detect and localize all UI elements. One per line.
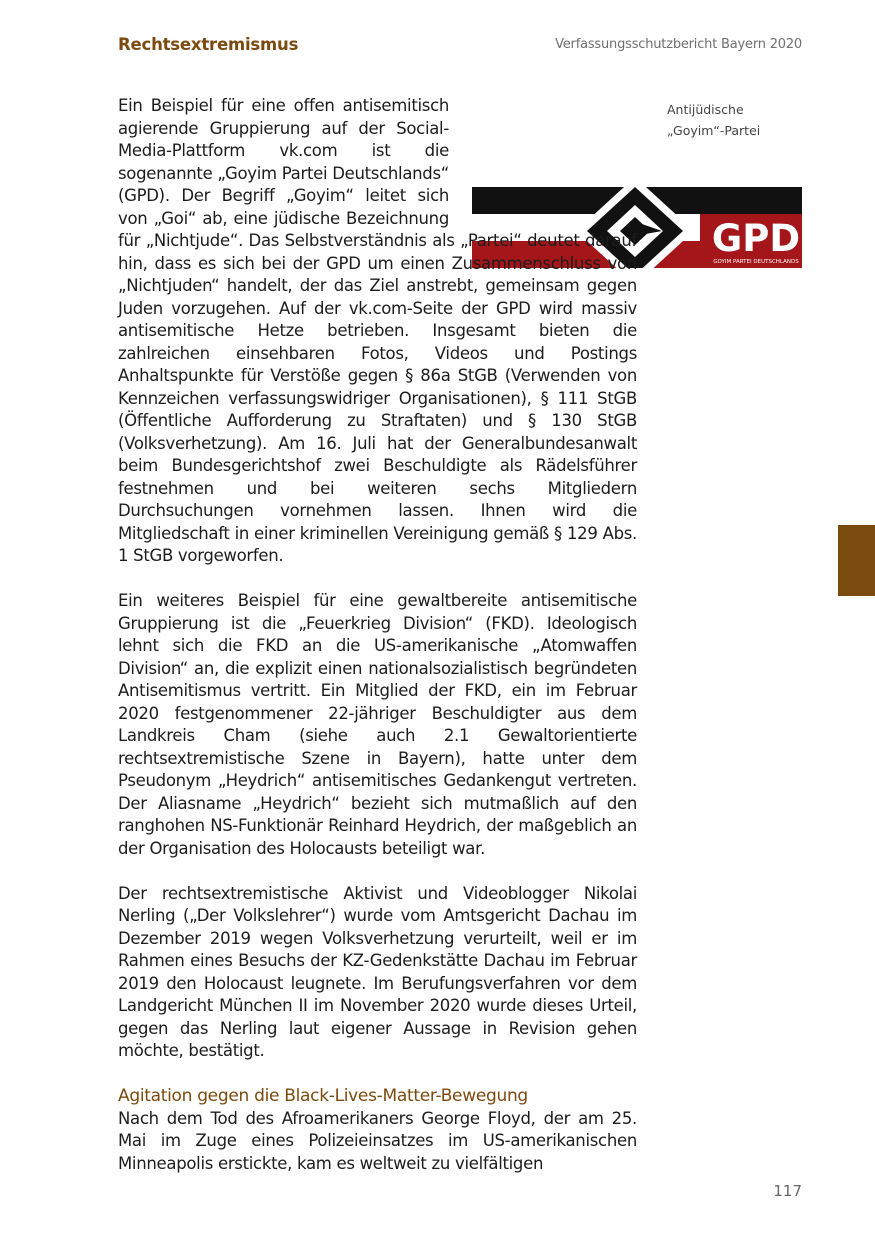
subheading-black-lives-matter: Agitation gegen die Black-Lives-Matter-Bewegung	[118, 1086, 528, 1106]
paragraph-floyd: Nach dem Tod des Afroamerikaners George Floyd, der am 25. Mai im Zuge eines Polizeieinsatzes im US-amerikanischen Minneapolis erstickte, kam es weltweit zu vielfältigen	[118, 1108, 637, 1173]
section-title: Rechtsextremismus	[118, 35, 299, 54]
margin-note-line-2: „Goyim“-Partei	[667, 123, 761, 138]
logo-subtext: GOYIM PARTEI DEUTSCHLANDS	[713, 259, 799, 265]
margin-note-line-1: Antijüdische	[667, 102, 744, 117]
chapter-tab	[838, 525, 875, 596]
logo-text: GPD	[711, 217, 801, 260]
paragraph-gpd-text: Ein Beispiel für eine offen antisemitisch agierende Gruppierung auf der Social-Media-Plattform vk.com ist die sogenannte „Goyim Partei Deutschlands“ (GPD). Der Begriff „Goyim“ leitet sich von „Goi“ ab, eine jüdische Bezeichnung für „Nichtjude“. Das Selbstverständnis als „Partei“ deutet darauf hin, dass es sich bei der GPD um einen Zusammenschluss von „Nichtjuden“ handelt, der das Ziel anstrebt, gemeinsam gegen Juden vorzugehen. Auf der vk.com-Seite der GPD wird massiv antisemitische Hetze betrieben. Insgesamt bieten die zahlreichen einsehbaren Fotos, Videos und Postings Anhaltspunkte für Verstöße gegen § 86a StGB (Verwenden von Kennzeichen verfassungswidriger Organisationen), § 111 StGB (Öffentliche Aufforderung zu Straftaten) und § 130 StGB (Volksverhetzung). Am 16. Juli hat der Generalbundesanwalt beim Bundesgerichtshof zwei Beschuldigte als Rädelsführer festnehmen und bei weiteren sechs Mitgliedern Durchsuchungen vornehmen lassen. Ihnen wird die Mitgliedschaft in einer kriminellen Vereinigung gemäß § 129 Abs. 1 StGB vorgeworfen.	[118, 96, 637, 565]
margin-note	[667, 99, 817, 141]
main-text-column	[118, 95, 637, 1175]
page-number: 117	[773, 1182, 802, 1200]
publication-title: Verfassungsschutzbericht Bayern 2020	[555, 37, 802, 52]
paragraph-nerling: Der rechtsextremistische Aktivist und Videoblogger Nikolai Nerling („Der Volkslehrer“) wurde vom Amtsgericht Dachau im Dezember 2019 wegen Volksverhetzung verurteilt, weil er im Rahmen eines Besuchs der KZ-Gedenkstätte Dachau im Februar 2019 den Holocaust leugnete. Im Berufungsverfahren vor dem Landgericht München II im November 2020 wurde dieses Urteil, gegen das Nerling laut eigener Aussage in Revision gehen möchte, bestätigt.	[118, 883, 637, 1060]
paragraph-fkd: Ein weiteres Beispiel für eine gewaltbereite antisemitische Gruppierung ist die „Feuerkrieg Division“ (FKD). Ideologisch lehnt sich die FKD an die US-amerikanische „Atomwaffen Division“ an, die explizit einen nationalsozialistisch begründeten Antisemitismus vertritt. Ein Mitglied der FKD, ein im Februar 2020 festgenommener 22-jähriger Beschuldigter aus dem Landkreis Cham (siehe auch 2.1 Gewaltorientierte rechtsextremistische Szene in Bayern), hatte unter dem Pseudonym „Heydrich“ antisemitisches Gedankengut vertreten. Der Aliasname „Heydrich“ bezieht sich mutmaßlich auf den ranghohen NS-Funktionär Reinhard Heydrich, der maßgeblich an der Organisation des Holocausts beteiligt war.	[118, 591, 637, 858]
paragraph-gpd	[118, 95, 637, 568]
logo-text-wrap-spacer	[449, 95, 637, 230]
